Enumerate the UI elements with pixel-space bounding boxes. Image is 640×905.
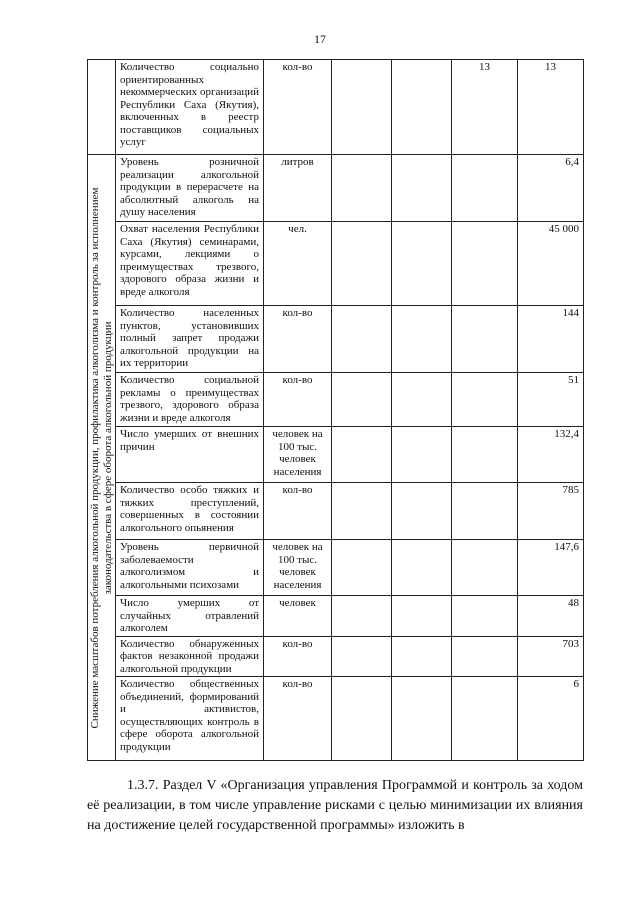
table-row — [88, 596, 584, 637]
indicator-name: Число умерших от случайных отравлений алкоголем — [116, 596, 264, 637]
indicator-name: Число умерших от внешних причин — [116, 427, 264, 483]
unit-cell: чел. — [264, 222, 332, 306]
value-cell: 51 — [518, 373, 584, 427]
unit-cell: кол-во — [264, 60, 332, 155]
value-cell — [452, 222, 518, 306]
unit-cell: кол-во — [264, 483, 332, 540]
value-cell — [452, 427, 518, 483]
value-cell: 13 — [518, 60, 584, 155]
table-row — [88, 60, 584, 155]
indicator-name: Охват населения Республики Саха (Якутия) семинарами, курсами, лекциями о преимуществах трезвого, здорового образа жизни и вреде алкоголя — [116, 222, 264, 306]
side-cell-top — [88, 60, 116, 155]
value-cell — [332, 222, 392, 306]
value-cell: 45 000 — [518, 222, 584, 306]
value-cell: 6,4 — [518, 155, 584, 222]
value-cell — [452, 155, 518, 222]
unit-cell: человек на 100 тыс. человек населения — [264, 427, 332, 483]
value-cell — [332, 427, 392, 483]
value-cell — [332, 540, 392, 596]
indicator-name: Уровень первичной заболеваемости алкоголизмом и алкогольными психозами — [116, 540, 264, 596]
page-number: 17 — [314, 32, 326, 46]
indicator-name: Количество обнаруженных фактов незаконной продажи алкогольной продукции — [116, 636, 264, 677]
value-cell: 48 — [518, 596, 584, 637]
value-cell — [392, 596, 452, 637]
value-cell: 703 — [518, 636, 584, 677]
value-cell — [332, 306, 392, 373]
value-cell — [392, 483, 452, 540]
value-cell — [332, 155, 392, 222]
table-row — [88, 636, 584, 677]
unit-cell: человек на 100 тыс. человек населения — [264, 540, 332, 596]
value-cell — [392, 427, 452, 483]
section-heading-cell — [88, 155, 116, 761]
value-cell — [392, 636, 452, 677]
value-cell — [392, 373, 452, 427]
value-cell — [332, 373, 392, 427]
unit-cell: литров — [264, 155, 332, 222]
value-cell: 132,4 — [518, 427, 584, 483]
value-cell — [392, 540, 452, 596]
value-cell: 13 — [452, 60, 518, 155]
indicator-name: Количество населенных пунктов, установивших полный запрет продажи алкогольной продукции на их территории — [116, 306, 264, 373]
value-cell — [392, 60, 452, 155]
value-cell: 785 — [518, 483, 584, 540]
unit-cell: кол-во — [264, 306, 332, 373]
section-heading: Снижение масштабов потребления алкогольной продукции, профилактика алкоголизма и контроль за исполнением законодательства в сфере оборота алкогольной продукции — [88, 187, 114, 728]
table-row — [88, 427, 584, 483]
indicator-name: Количество особо тяжких и тяжких преступлений, совершенных в состоянии алкогольного опьянения — [116, 483, 264, 540]
table-row — [88, 373, 584, 427]
indicators-table — [87, 59, 584, 761]
value-cell: 147,6 — [518, 540, 584, 596]
value-cell — [332, 677, 392, 761]
unit-cell: человек — [264, 596, 332, 637]
table-row — [88, 222, 584, 306]
value-cell — [452, 677, 518, 761]
indicator-name: Количество социальной рекламы о преимуществах трезвого, здорового образа жизни и вреде алкоголя — [116, 373, 264, 427]
value-cell: 144 — [518, 306, 584, 373]
value-cell — [332, 483, 392, 540]
table-row — [88, 306, 584, 373]
value-cell — [452, 373, 518, 427]
table-row — [88, 540, 584, 596]
value-cell — [332, 636, 392, 677]
value-cell — [332, 596, 392, 637]
value-cell — [452, 483, 518, 540]
unit-cell: кол-во — [264, 636, 332, 677]
table-row — [88, 155, 584, 222]
value-cell — [332, 60, 392, 155]
indicator-name: Количество общественных объединений, формирований и активистов, осуществляющих контроль в сфере оборота алкогольной продукции — [116, 677, 264, 761]
body-paragraph: 1.3.7. Раздел V «Организация управления Программой и контроль за ходом её реализации, в том числе управление рисками с целью минимизации их влияния на достижение целей государственной программы» изложить в — [87, 778, 583, 833]
value-cell — [392, 306, 452, 373]
unit-cell: кол-во — [264, 373, 332, 427]
table-row — [88, 677, 584, 761]
value-cell — [392, 677, 452, 761]
indicator-name: Количество социально ориентированных некоммерческих организаций Республики Саха (Якутия), включенных в реестр поставщиков социальных услуг — [116, 60, 264, 155]
value-cell — [452, 636, 518, 677]
value-cell: 6 — [518, 677, 584, 761]
value-cell — [452, 540, 518, 596]
unit-cell: кол-во — [264, 677, 332, 761]
indicator-name: Уровень розничной реализации алкогольной продукции в перерасчете на абсолютный алкоголь на душу населения — [116, 155, 264, 222]
table-row — [88, 483, 584, 540]
value-cell — [452, 306, 518, 373]
value-cell — [452, 596, 518, 637]
value-cell — [392, 155, 452, 222]
value-cell — [392, 222, 452, 306]
